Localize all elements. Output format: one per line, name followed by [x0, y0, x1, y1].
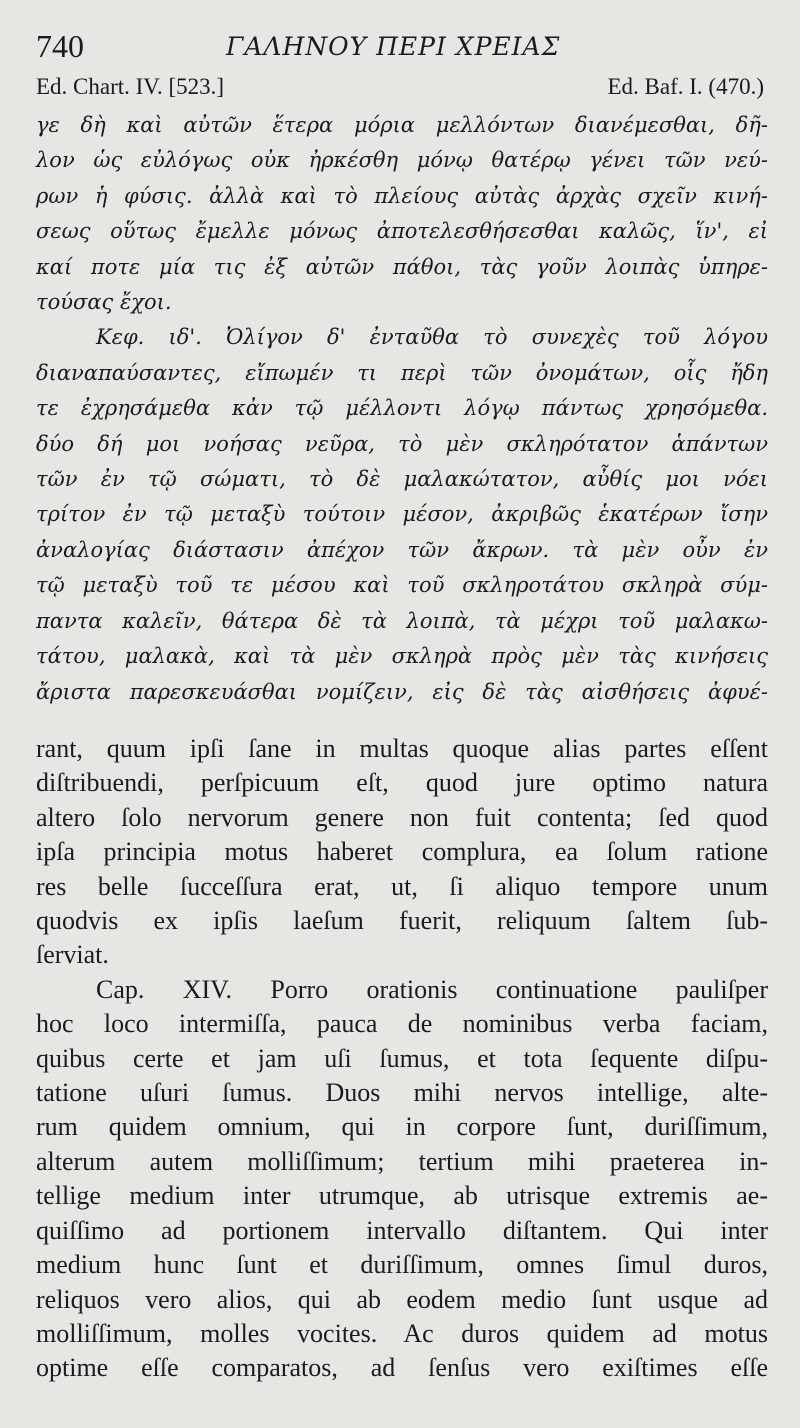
latin-line: ipſa principia motus haberet complura, ea ſolum ratione — [36, 837, 768, 867]
latin-line: optime eſſe comparatos, ad ſenſus vero exiſtimes eſſe — [36, 1353, 768, 1383]
greek-line: σεως οὕτως ἔμελλε μόνως ἀποτελεσθήσεσθαι καλῶς, ἵν', εἰ — [36, 219, 768, 244]
greek-line: ἀναλογίας διάστασιν ἀπέχον τῶν ἄκρων. τὰ μὲν οὖν ἐν — [36, 537, 768, 562]
latin-line: ſerviat. — [36, 940, 109, 970]
edition-reference-left: Ed. Chart. IV. [523.] — [36, 74, 225, 99]
greek-line: γε δὴ καὶ αὐτῶν ἕτερα μόρια μελλόντων διανέμεσθαι, δῆ- — [36, 113, 768, 137]
latin-text-block — [36, 732, 768, 1386]
greek-line: διαναπαύσαντες, εἴπωμέν τι περὶ τῶν ὀνομάτων, οἷς ἤδη — [36, 360, 768, 385]
latin-line: reliquos vero alios, qui ab eodem medio ſunt usque ad — [36, 1284, 768, 1314]
greek-line: λον ὡς εὐλόγως οὐκ ἠρκέσθη μόνῳ θατέρῳ γένει τῶν νεύ- — [36, 148, 768, 173]
greek-line: τῷ μεταξὺ τοῦ τε μέσου καὶ τοῦ σκληροτάτου σκληρὰ σύμ- — [36, 573, 768, 598]
greek-line: τρίτον ἐν τῷ μεταξὺ τούτοιν μέσον, ἀκριβῶς ἑκατέρων ἴσην — [36, 502, 768, 527]
latin-line: diſtribuendi, perſpicuum eſt, quod jure optimo natura — [36, 768, 768, 798]
greek-line: ρων ἡ φύσις. ἀλλὰ καὶ τὸ πλείους αὐτὰς ἀρχὰς σχεῖν κινή- — [36, 183, 768, 208]
greek-text-block — [36, 108, 768, 710]
latin-line: res belle ſucceſſura erat, ut, ſi aliquo tempore unum — [36, 871, 768, 901]
latin-line: hoc loco intermiſſa, pauca de nominibus verba faciam, — [36, 1009, 768, 1039]
greek-line: παντα καλεῖν, θάτερα δὲ τὰ λοιπὰ, τὰ μέχρι τοῦ μαλακω- — [36, 608, 768, 633]
latin-line: rant, quum ipſi ſane in multas quoque alias partes eſſent — [36, 734, 768, 763]
greek-line: τε ἐχρησάμεθα κἀν τῷ μέλλοντι λόγῳ πάντως χρησόμεθα. — [36, 396, 768, 421]
running-header — [36, 24, 768, 68]
latin-line: rum quidem omnium, qui in corpore ſunt, duriſſimum, — [36, 1112, 768, 1142]
latin-line: tellige medium inter utrumque, ab utrisque extremis ae- — [36, 1181, 768, 1211]
latin-chapter-heading-line: Cap. XIV. Porro orationis continuatione pauliſper — [96, 974, 768, 1004]
latin-line: quiſſimo ad portionem intervallo diſtantem. Qui inter — [36, 1215, 768, 1245]
greek-line: τάτου, μαλακὰ, καὶ τὰ μὲν σκληρὰ πρὸς μὲν τὰς κινήσεις — [36, 644, 768, 669]
greek-line: δύο δή μοι νοήσας νεῦρα, τὸ μὲν σκληρότατον ἁπάντων — [36, 431, 768, 456]
page-number: 740 — [36, 28, 84, 64]
latin-line: quodvis ex ipſis laeſum fuerit, reliquum ſaltem ſub- — [36, 906, 768, 936]
latin-line: quibus certe et jam uſi ſumus, et tota ſequente diſpu- — [36, 1043, 768, 1073]
greek-line: καί ποτε μία τις ἐξ αὐτῶν πάθοι, τὰς γοῦν λοιπὰς ὑπηρε- — [36, 254, 768, 279]
greek-line: τῶν ἐν τῷ σώματι, τὸ δὲ μαλακώτατον, αὖθίς μοι νόει — [36, 467, 768, 492]
latin-line: molliſſimum, molles vocites. Ac duros quidem ad motus — [36, 1318, 768, 1348]
latin-line: alterum autem molliſſimum; tertium mihi praeterea in- — [36, 1146, 768, 1176]
latin-line: tatione uſuri ſumus. Duos mihi nervos intellige, alte- — [36, 1078, 768, 1108]
greek-line: ἄριστα παρεσκευάσθαι νομίζειν, εἰς δὲ τὰς αἰσθήσεις ἀφυέ- — [36, 679, 768, 704]
latin-line: medium hunc ſunt et duriſſimum, omnes ſimul duros, — [36, 1250, 768, 1280]
running-title: ΓΑΛΗΝΟΥ ΠΕΡΙ ΧΡΕΙΑΣ — [226, 32, 561, 61]
edition-reference-right: Ed. Baf. I. (470.) — [607, 74, 764, 99]
latin-line: altero ſolo nervorum genere non fuit contenta; ſed quod — [36, 802, 768, 832]
greek-line: τούσας ἔχοι. — [36, 290, 172, 315]
greek-chapter-heading-line: Κεφ. ιδ'. Ὀλίγον δ' ἐνταῦθα τὸ συνεχὲς τοῦ λόγου — [96, 325, 768, 350]
